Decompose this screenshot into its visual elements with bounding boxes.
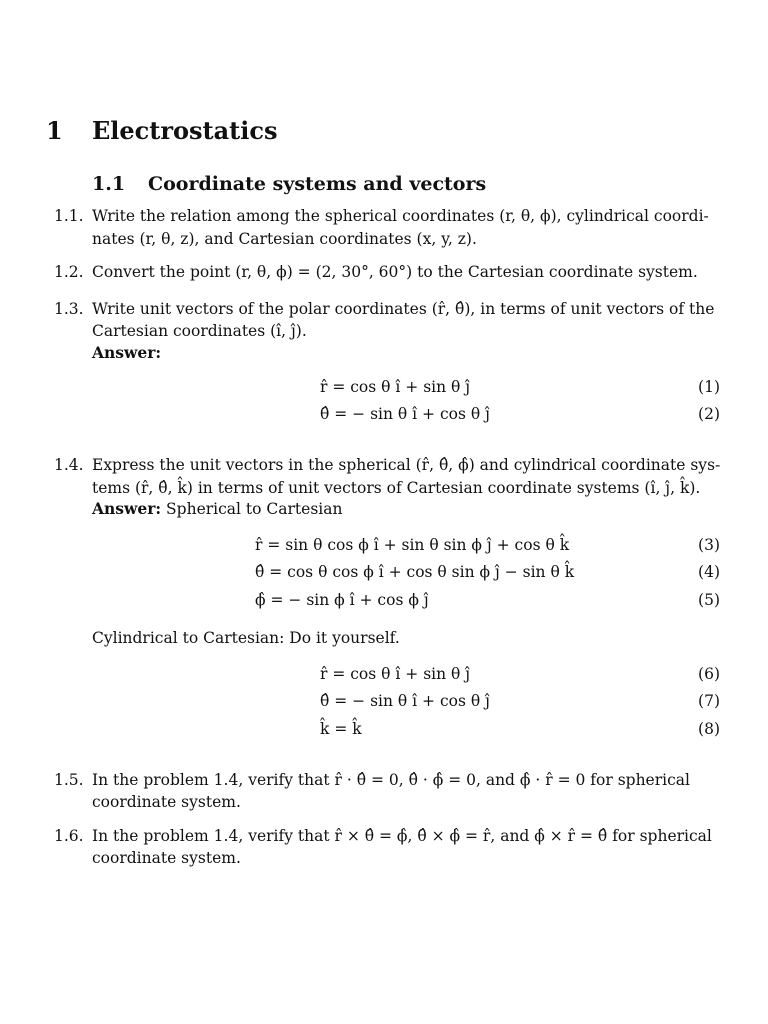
equation-number: (3): [698, 536, 720, 554]
problem-text-line: In the problem 1.4, verify that r̂ · θ̂ = 0, θ̂ · ϕ̂ = 0, and ϕ̂ · r̂ = 0 for spherical: [92, 771, 690, 789]
equation-number: (4): [698, 563, 720, 581]
equation-number: (2): [698, 405, 720, 423]
equation: r̂ = sin θ cos ϕ î + sin θ sin ϕ ĵ + cos θ k̂: [255, 536, 570, 554]
answer-label: Answer:: [92, 343, 162, 362]
equation-number: (6): [698, 665, 720, 683]
subsection-title: Coordinate systems and vectors: [148, 173, 487, 195]
problem-text-line: Express the unit vectors in the spherical (r̂, θ̂, ϕ̂) and cylindrical coordinate sys-: [92, 456, 721, 474]
equation: k̂ = k̂: [320, 720, 362, 738]
problem-number: 1.3.: [54, 300, 84, 318]
equation-number: (7): [698, 692, 720, 710]
section-title: Electrostatics: [92, 116, 278, 145]
cylindrical-label: Cylindrical to Cartesian: Do it yourself.: [92, 629, 400, 647]
equation: r̂ = cos θ î + sin θ ĵ: [320, 378, 471, 396]
problem-text-line: Write unit vectors of the polar coordinates (r̂, θ̂), in terms of unit vectors of the: [92, 300, 715, 318]
equation: θ̂ = − sin θ î + cos θ ĵ: [320, 405, 490, 423]
answer-text: Spherical to Cartesian: [161, 500, 343, 518]
equation: θ̂ = cos θ cos ϕ î + cos θ sin ϕ ĵ − sin θ k̂: [255, 563, 575, 581]
problem-text-line: Convert the point (r, θ, ϕ) = (2, 30°, 60°) to the Cartesian coordinate system.: [92, 263, 698, 281]
equation-number: (5): [698, 591, 720, 609]
section-number: 1: [46, 116, 63, 145]
subsection-number: 1.1: [92, 173, 126, 195]
problem-number: 1.1.: [54, 207, 84, 225]
problem-text-line: In the problem 1.4, verify that r̂ × θ̂ = ϕ̂, θ̂ × ϕ̂ = r̂, and ϕ̂ × r̂ = θ̂ for spherical: [92, 827, 712, 845]
problem-text-line: Cartesian coordinates (î, ĵ).: [92, 322, 307, 340]
problem-text-line: coordinate system.: [92, 793, 241, 811]
problem-number: 1.6.: [54, 827, 84, 845]
problem-number: 1.4.: [54, 456, 84, 474]
equation: r̂ = cos θ î + sin θ ĵ: [320, 665, 471, 683]
problem-text-line: tems (r̂, θ̂, k̂) in terms of unit vectors of Cartesian coordinate systems (î, ĵ, k̂).: [92, 479, 701, 497]
equation: θ̂ = − sin θ î + cos θ ĵ: [320, 692, 490, 710]
equation-number: (8): [698, 720, 720, 738]
answer-line: [92, 498, 342, 520]
answer-label: Answer:: [92, 499, 162, 518]
problem-number: 1.2.: [54, 263, 84, 281]
problem-text-line: nates (r, θ, z), and Cartesian coordinates (x, y, z).: [92, 230, 477, 248]
problem-text-line: coordinate system.: [92, 849, 241, 867]
problem-text-line: Write the relation among the spherical coordinates (r, θ, ϕ), cylindrical coordi-: [92, 207, 709, 225]
problem-number: 1.5.: [54, 771, 84, 789]
equation-number: (1): [698, 378, 720, 396]
equation: ϕ̂ = − sin ϕ î + cos ϕ ĵ: [255, 591, 429, 609]
